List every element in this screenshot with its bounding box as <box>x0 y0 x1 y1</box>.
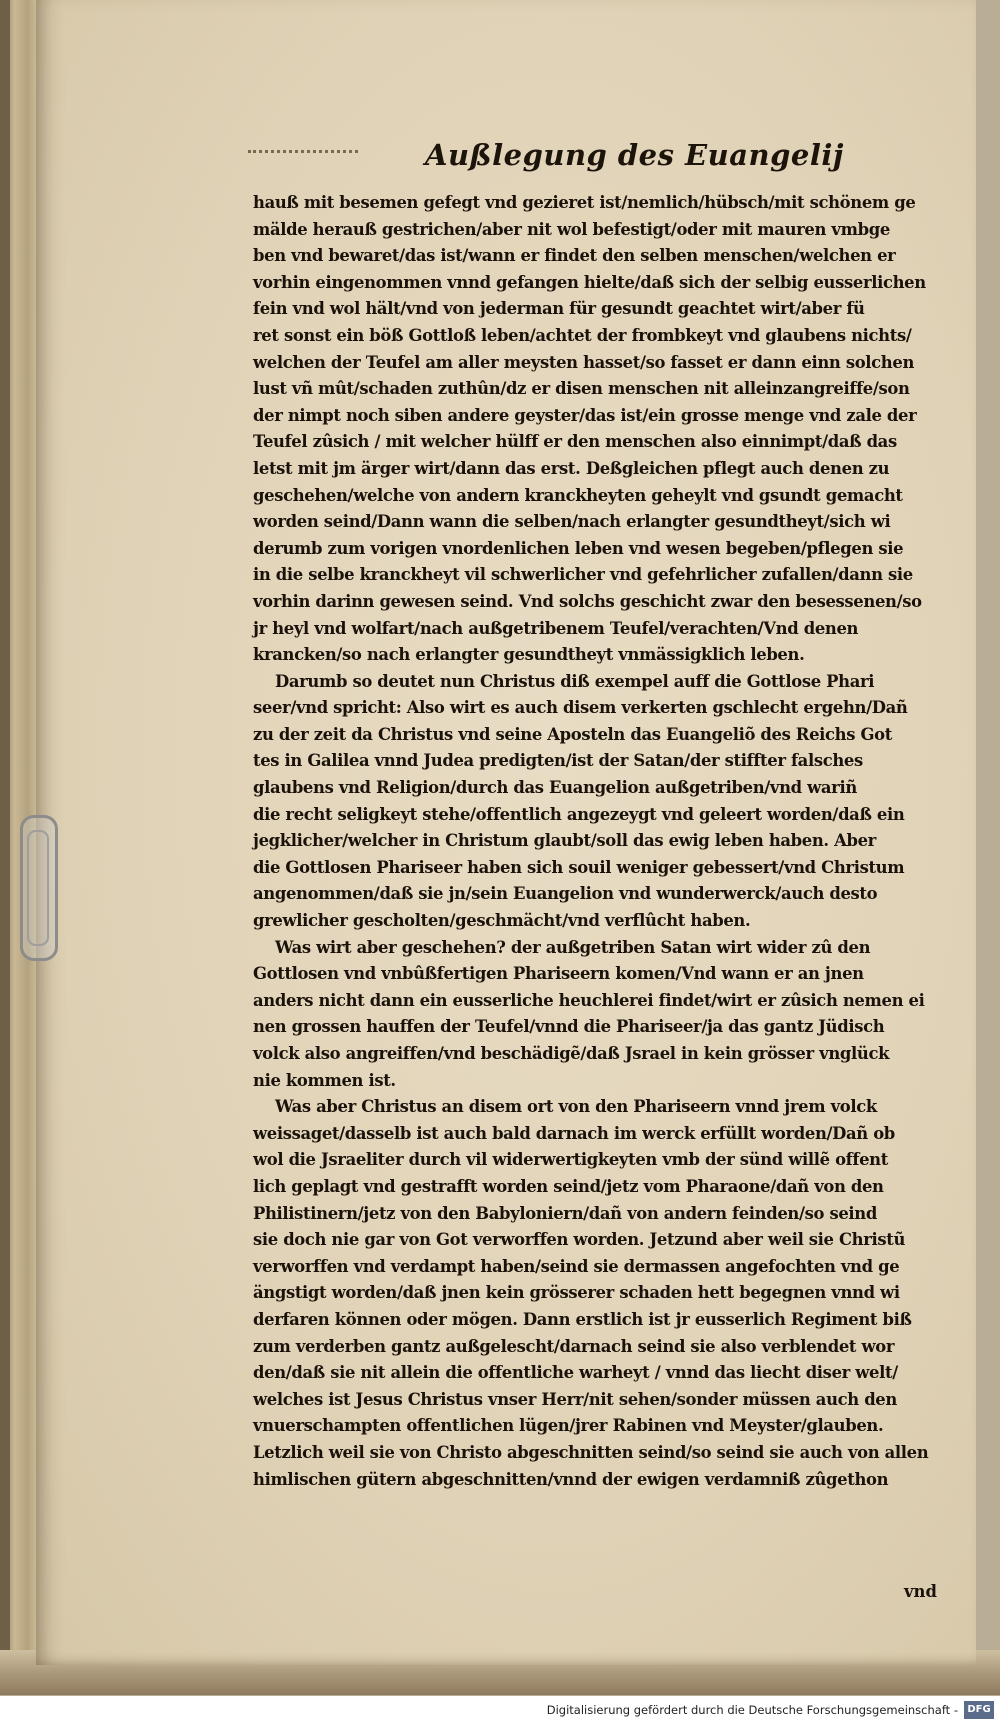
text-line: die recht seligkeyt stehe/offentlich angezeygt vnd geleert worden/daß ein <box>253 804 905 824</box>
text-line: letst mit jm ärger wirt/dann das erst. Deßgleichen pflegt auch denen zu <box>253 458 890 478</box>
text-line: in die selbe kranckheyt vil schwerlicher vnd gefehrlicher zufallen/dann sie <box>253 565 913 585</box>
text-line: ben vnd bewaret/das ist/wann er findet den selben menschen/welchen er <box>253 246 896 266</box>
text-line: lust vñ mût/schaden zuthûn/dz er disen menschen nit alleinzangreiffe/son <box>253 379 910 399</box>
running-head-ornament <box>248 150 358 163</box>
text-line: volck also angreiffen/vnd beschädigẽ/daß Jsrael in kein grösser vnglück <box>253 1044 890 1063</box>
text-line: jegklicher/welcher in Christum glaubt/soll das ewig leben haben. Aber <box>253 831 876 851</box>
text-line: krancken/so nach erlangter gesundtheyt vnmässigklich leben. <box>253 645 805 665</box>
text-line: derfaren können oder mögen. Dann erstlich ist jr eusserlich Regiment biß <box>253 1309 912 1329</box>
text-line: der nimpt noch siben andere geyster/das ist/ein grosse menge vnd zale der <box>253 405 917 425</box>
running-head: Außlegung des Euangelij <box>425 138 844 172</box>
text-line: vorhin eingenommen vnnd gefangen hielte/daß sich der selbig eusserlichen <box>253 272 926 292</box>
text-line: himlischen gütern abgeschnitten/vnnd der ewigen verdamniß zûgethon <box>253 1469 889 1489</box>
text-line: ret sonst ein böß Gottloß leben/achtet der frombkeyt vnd glaubens nichts/ <box>253 325 912 345</box>
text-line: Teufel zûsich / mit welcher hülff er den menschen also einnimpt/daß das <box>253 432 897 452</box>
text-line: grewlicher gescholten/geschmächt/vnd verflûcht haben. <box>253 911 751 931</box>
text-line: Gottlosen vnd vnbûßfertigen Phariseern komen/Vnd wann er an jnen <box>253 964 864 984</box>
text-line: Was wirt aber geschehen? der außgetriben Satan wirt wider zû den <box>275 937 871 957</box>
text-line: jr heyl vnd wolfart/nach außgetribenem Teufel/verachten/Vnd denen <box>253 618 859 638</box>
text-line: fein vnd wol hält/vnd von jederman für gesundt geachtet wirt/aber fü <box>253 299 865 319</box>
catchword: vnd <box>904 1582 937 1601</box>
text-line: nen grossen hauffen der Teufel/vnnd die Phariseer/ja das gantz Jüdisch <box>253 1017 885 1037</box>
text-line: welchen der Teufel am aller meysten hasset/so fasset er dann einn solchen <box>253 352 915 372</box>
text-line: die Gottlosen Phariseer haben sich souil weniger gebessert/vnd Christum <box>253 857 905 877</box>
text-line: seer/vnd spricht: Also wirt es auch disem verkerten gschlecht ergehn/Dañ <box>253 698 908 718</box>
book-spine-shadow <box>0 0 10 1690</box>
text-line: verworffen vnd verdampt haben/seind sie dermassen angefochten vnd ge <box>253 1256 900 1276</box>
text-line: derumb zum vorigen vnordenlichen leben vnd wesen begeben/pflegen sie <box>253 538 904 558</box>
text-line: den/daß sie nit allein die offentliche warheyt / vnnd das liecht diser welt/ <box>253 1363 898 1383</box>
text-line: weissaget/dasselb ist auch bald darnach im werck erfüllt worden/Dañ ob <box>253 1123 895 1143</box>
text-line: geschehen/welche von andern kranckheyten geheylt vnd gsundt gemacht <box>253 485 903 505</box>
digitization-footer <box>0 1696 1000 1726</box>
text-line: vorhin darinn gewesen seind. Vnd solchs geschicht zwar den besessenen/so <box>253 591 922 611</box>
text-line: tes in Galilea vnnd Judea predigten/ist der Satan/der stiffter falsches <box>253 751 863 771</box>
text-line: zu der zeit da Christus vnd seine Aposteln das Euangeliõ des Reichs Got <box>253 724 892 744</box>
text-line: welches ist Jesus Christus vnser Herr/nit sehen/sonder müssen auch den <box>253 1389 897 1409</box>
text-line: Was aber Christus an disem ort von den Phariseern vnnd jrem volck <box>275 1097 877 1117</box>
text-line: worden seind/Dann wann die selben/nach erlangter gesundtheyt/sich wi <box>253 512 891 532</box>
text-line: zum verderben gantz außgelescht/darnach seind sie also verblendet wor <box>253 1336 895 1356</box>
body-text <box>253 190 943 1493</box>
text-line: Darumb so deutet nun Christus diß exempel auff die Gottlose Phari <box>275 671 875 691</box>
text-line: lich geplagt vnd gestrafft worden seind/jetz vom Pharaone/dañ von den <box>253 1176 884 1196</box>
text-line: mälde herauß gestrichen/aber nit wol befestigt/oder mit mauren vmbge <box>253 219 890 239</box>
text-line: nie kommen ist. <box>253 1070 396 1090</box>
text-line: hauß mit besemen gefegt vnd gezieret ist/nemlich/hübsch/mit schönem ge <box>253 193 916 212</box>
text-line: Letzlich weil sie von Christo abgeschnitten seind/so seind sie auch von allen <box>253 1442 929 1462</box>
text-line: wol die Jsraeliter durch vil widerwertigkeyten vmb der sünd willẽ offent <box>253 1150 888 1170</box>
text-line: anders nicht dann ein eusserliche heuchlerei findet/wirt er zûsich nemen ei <box>253 990 925 1010</box>
text-line: angenommen/daß sie jn/sein Euangelion vnd wunderwerck/auch desto <box>253 884 878 904</box>
funding-notice: Digitalisierung gefördert durch die Deutsche Forschungsgemeinschaft - <box>546 1703 958 1717</box>
text-line: ängstigt worden/daß jnen kein grösserer schaden hett begegnen vnnd wi <box>253 1283 900 1303</box>
dfg-logo-icon: DFG <box>964 1701 994 1719</box>
text-line: vnuerschampten offentlichen lügen/jrer Rabinen vnd Meyster/glauben. <box>253 1416 884 1436</box>
text-line: Philistinern/jetz von den Babyloniern/dañ von andern feinden/so seind <box>253 1203 877 1223</box>
text-line: sie doch nie gar von Got verworffen worden. Jetzund aber weil sie Christũ <box>253 1230 906 1250</box>
paper-clip-inner <box>27 830 49 946</box>
text-line: glaubens vnd Religion/durch das Euangelion außgetriben/vnd wariñ <box>253 778 857 798</box>
